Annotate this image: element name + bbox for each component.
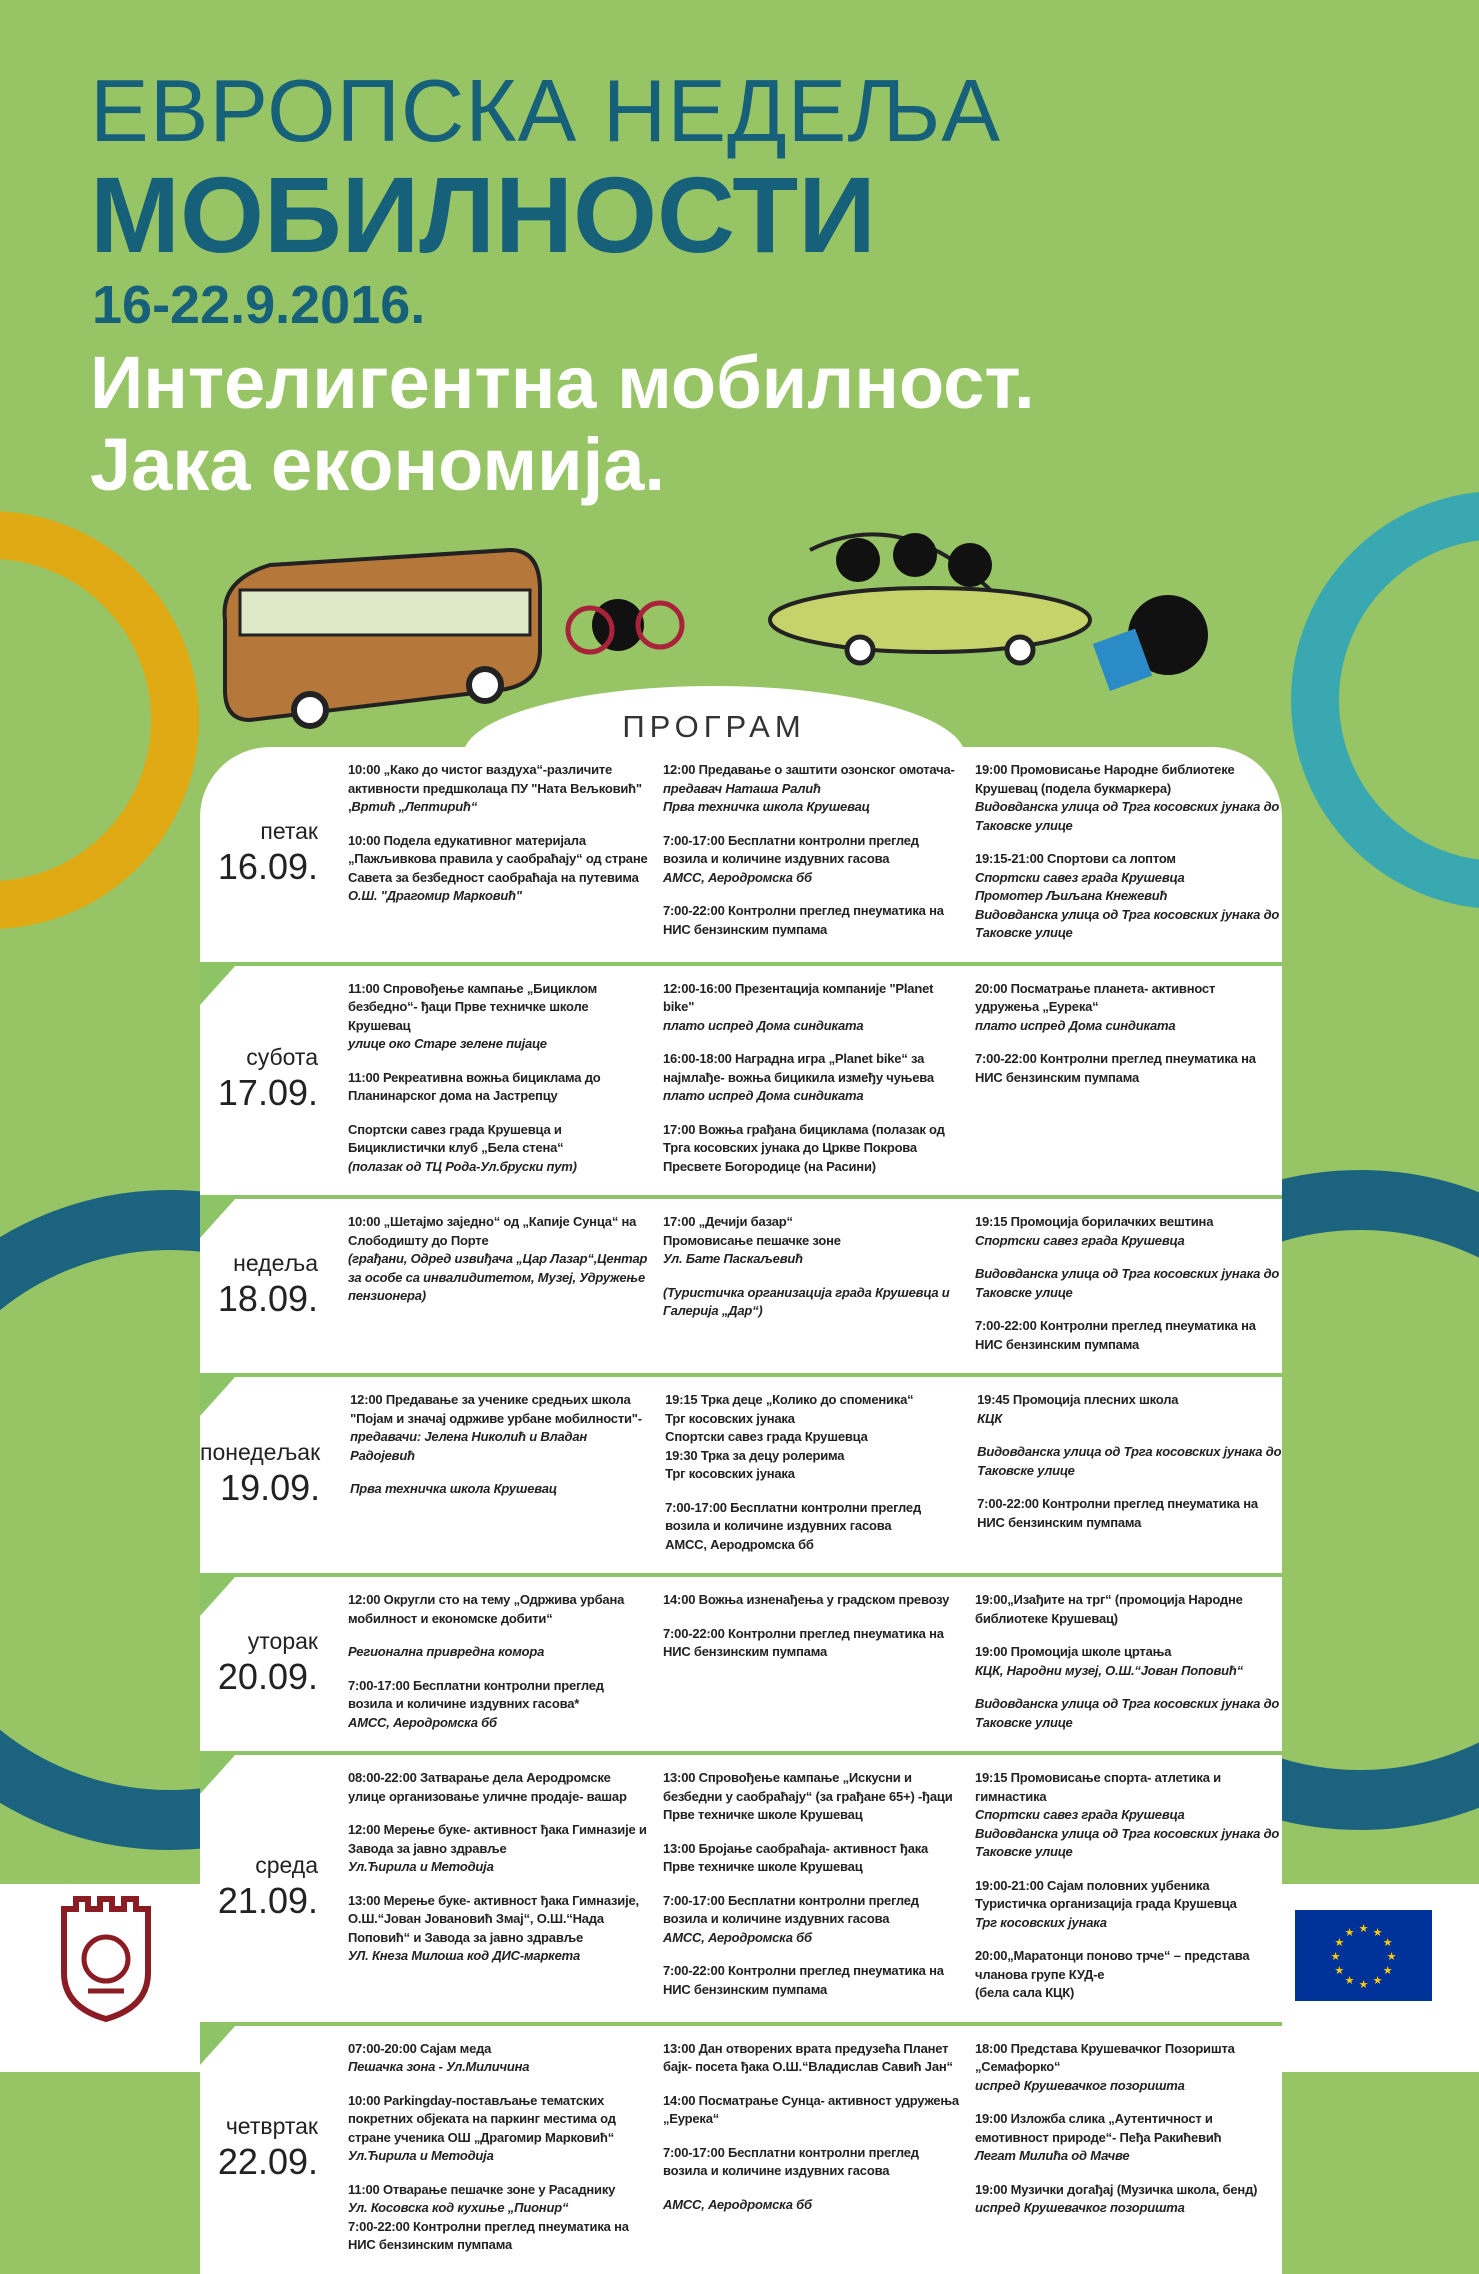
events-column (348, 966, 648, 1192)
eu-flag (1295, 1910, 1432, 2001)
event-description: 19:00 Промоција школе цртања (975, 1644, 1172, 1659)
eu-star-icon: ★ (1330, 1951, 1341, 1963)
event-item (663, 1121, 963, 1177)
day-date: 18.09. (217, 1277, 318, 1319)
event-item (348, 1821, 648, 1877)
eu-star-icon: ★ (1386, 1951, 1397, 1963)
day-label (200, 1628, 318, 1697)
event-item (663, 1050, 963, 1106)
event-item (348, 2092, 648, 2166)
event-description: 7:00-17:00 Бесплатни контролни преглед возила и количине издувних гасова (663, 2144, 919, 2178)
event-item (975, 1317, 1280, 1354)
event-description: 10:00 Parkingday-постављање тематских покретних објеката на паркинг местима од стране ученика ОШ „Драгомир Марковић“ (348, 2092, 616, 2145)
event-description: 20:00„Маратонци поново трче“ – представа чланова групе КУД-е (975, 1948, 1250, 1982)
eu-star-icon: ★ (1358, 1923, 1369, 1935)
event-item (348, 1591, 648, 1628)
event-location: Вртић „Лептирић“ (351, 799, 478, 814)
event-description: 17:00 „Дечији базар“ (663, 1214, 793, 1229)
event-description: 10:00 „Како до чистог ваздуха“-различите активности предшколаца ПУ "Ната Вељковић" , (348, 762, 642, 814)
city-crest-logo (58, 1895, 154, 2023)
events-column (665, 1377, 965, 1569)
event-location: АМСС, Аеродромска бб (663, 2196, 812, 2212)
event-item (350, 1391, 650, 1465)
eu-star-icon: ★ (1344, 1926, 1355, 1939)
event-item (663, 1625, 963, 1662)
event-item (975, 761, 1280, 835)
event-item (663, 1962, 963, 1999)
day-label (200, 1439, 320, 1508)
event-location: улице око Старе зелене пијаце (348, 1036, 547, 1051)
event-description: Туристичка организација града Крушевца (975, 1896, 1237, 1911)
event-description: 7:00-22:00 Контролни преглед пнеуматика на НИС бензинским пумпама (975, 1051, 1256, 1085)
event-location: испред Крушевачког позоришта (975, 2200, 1185, 2215)
event-location: Видовданска улица од Трга косовских јунака до Таковске улице (975, 1696, 1280, 1730)
event-description: 19:15 Промовисање спорта- атлетика и гимнастика (975, 1770, 1221, 1804)
event-description: 14:00 Посматрање Сунца- активност удружења „Еурека“ (663, 2092, 959, 2126)
event-item (975, 850, 1280, 943)
event-location: Легат Милића од Мачве (975, 2148, 1130, 2163)
event-item (975, 1877, 1280, 1933)
event-description: 19:15-21:00 Спортови са лоптом (975, 851, 1176, 866)
event-location: Промотер Љиљана Кнежевић (975, 888, 1168, 903)
event-item (348, 1677, 648, 1733)
day-row (200, 2022, 1282, 2274)
event-item (975, 1643, 1280, 1680)
event-item (663, 1284, 963, 1321)
events-column (975, 2026, 1280, 2270)
event-description: 19:30 Трка за децу ролерима (665, 1447, 845, 1463)
event-item (975, 1265, 1280, 1302)
event-item (977, 1443, 1282, 1480)
event-description: 19:00 Изложба слика „Аутентичност и емотивност природе“- Пеђа Ракићевић (975, 2111, 1222, 2145)
event-item (663, 1892, 963, 1948)
event-item (665, 1499, 965, 1555)
events-column (663, 2026, 963, 2270)
day-date: 16.09. (217, 845, 318, 887)
event-location: Спортски савез града Крушевца (975, 1232, 1185, 1248)
event-description: Спортски савез града Крушевца и Бициклистички клуб „Бела стена“ (348, 1121, 564, 1155)
day-date: 20.09. (217, 1655, 318, 1697)
event-location: Видовданска улица од Трга косовских јунака до Таковске улице (977, 1444, 1282, 1478)
event-item (663, 832, 963, 888)
day-row (200, 1373, 1282, 1573)
event-description: 11:00 Отварање пешачке зоне у Расаднику (348, 2181, 616, 2197)
event-location: КЦК (977, 1410, 1003, 1426)
event-location: испред Крушевачког позоришта (975, 2077, 1185, 2093)
day-name: понедељак (200, 1438, 321, 1465)
event-item (975, 1769, 1280, 1862)
event-description: 7:00-17:00 Бесплатни контролни преглед возила и количине издувних гасова (663, 1892, 919, 1926)
eu-star-icon: ★ (1372, 1926, 1383, 1939)
eu-star-icon: ★ (1334, 1937, 1345, 1949)
day-name: субота (246, 1043, 318, 1070)
event-description: 7:00-22:00 Контролни преглед пнеуматика на НИС бензинским пумпама (663, 1625, 944, 1659)
event-description: 19:00 Промовисање Народне библиотеке Крушевац (подела букмаркера) (975, 762, 1235, 796)
event-description: 19:45 Промоција плесних школа (977, 1392, 1179, 1407)
event-item (348, 1121, 648, 1177)
event-location: плато испред Дома синдиката (975, 1017, 1176, 1033)
event-item (663, 2196, 963, 2215)
event-description: 13:00 Мерење буке- активност ђака Гимназије, О.Ш.“Јован Јовановић Змај“, О.Ш.“Нада Поповић“ и Завода за јавно здравље (348, 1892, 639, 1945)
eu-star-icon: ★ (1382, 1965, 1393, 1977)
event-item (348, 1769, 648, 1806)
event-description: 7:00-17:00 Бесплатни контролни преглед возила и количине издувних гасова* (348, 1677, 604, 1711)
event-item (663, 902, 963, 939)
events-column (975, 1577, 1280, 1747)
day-name: четвртак (225, 2113, 318, 2139)
event-description: Трг косовских јунака (665, 1466, 795, 1481)
event-description: 20:00 Посматрање планета- активност удружења „Еурека“ (975, 980, 1216, 1014)
day-date: 19.09. (220, 1466, 321, 1508)
event-item (975, 1050, 1280, 1087)
events-column (663, 966, 963, 1192)
events-column (348, 1577, 648, 1747)
event-location: Спортски савез града Крушевца (975, 869, 1185, 885)
eu-star-icon: ★ (1334, 1965, 1345, 1977)
event-item (975, 2110, 1280, 2166)
event-location: Пешачка зона - Ул.Миличина (348, 2059, 530, 2074)
event-location: Трг косовских јунака (975, 1914, 1107, 1930)
title-line1: ЕВРОПСКА НЕДЕЉА (90, 61, 1002, 160)
event-description: 7:00-17:00 Бесплатни контролни преглед возила и количине издувних гасова (665, 1499, 922, 1533)
event-location: (грађани, Одред извиђача „Цар Лазар“,Центар за особе са инвалидитетом, Музеј, Удружење пензионера) (348, 1251, 648, 1303)
event-item (663, 1769, 963, 1825)
event-description: 13:00 Спровођење кампање „Искусни и безбедни у саобраћају“ (за грађане 65+) -ђаци Прве техничке школе Крушевац (663, 1770, 953, 1822)
event-item (975, 2040, 1280, 2096)
day-name: петак (260, 817, 318, 844)
event-description: 7:00-22:00 Контролни преглед пнеуматика на НИС бензинским пумпама (348, 2218, 629, 2252)
day-label (200, 818, 318, 887)
event-item (348, 1643, 648, 1662)
electric-car-illustration (770, 533, 1090, 663)
event-location: АМСС, Аеродромска бб (663, 869, 812, 885)
day-label (200, 1250, 318, 1319)
event-item (348, 761, 648, 817)
events-column (348, 747, 648, 958)
event-item (663, 2092, 963, 2129)
day-date: 17.09. (217, 1071, 318, 1113)
cyclist-illustration (568, 599, 682, 652)
event-description: 14:00 Вожња изненађења у градском превозу (663, 1592, 950, 1607)
event-location: Ул.Ћирила и Методија (348, 2148, 494, 2163)
teal-wheel (1315, 515, 1479, 885)
event-description: АМСС, Аеродромска бб (665, 1536, 814, 1552)
event-item (977, 1495, 1282, 1532)
event-item (348, 1892, 648, 1966)
events-column (975, 966, 1280, 1192)
event-description: 12:00 Предавање о заштити озонског омотача- (663, 762, 955, 777)
event-item (663, 1840, 963, 1877)
event-description: 19:15 Трка деце „Колико до споменика“ (665, 1392, 914, 1407)
event-description: 7:00-22:00 Контролни преглед пнеуматика на НИС бензинским пумпама (663, 903, 944, 937)
event-location: Регионална привредна комора (348, 1644, 545, 1659)
day-name: среда (255, 1851, 318, 1878)
event-location: (полазак од ТЦ Рода-Ул.бруски пут) (348, 1158, 577, 1174)
event-description: 18:00 Представа Крушевачког Позоришта „Семафорко“ (975, 2040, 1235, 2074)
day-date: 22.09. (217, 2141, 318, 2182)
event-location: Ул.Ћирила и Методија (348, 1859, 494, 1874)
event-location: АМСС, Аеродромска бб (663, 1929, 812, 1945)
event-item (977, 1391, 1282, 1428)
event-item (975, 1695, 1280, 1732)
events-column (350, 1377, 650, 1569)
event-description: 7:00-17:00 Бесплатни контролни преглед возила и количине издувних гасова (663, 832, 919, 866)
events-column (975, 1199, 1280, 1369)
event-item (663, 980, 963, 1036)
events-column (977, 1377, 1282, 1569)
event-item (663, 761, 963, 817)
event-location: (Туристичка организација града Крушевца и Галерија „Дар“) (663, 1284, 950, 1318)
day-row (200, 1573, 1282, 1751)
event-location: Спортски савез града Крушевца (975, 1807, 1185, 1822)
event-item (348, 1213, 648, 1306)
day-row (200, 1751, 1282, 2022)
event-item (348, 980, 648, 1054)
yellow-wheel (0, 535, 175, 905)
day-name: уторак (247, 1627, 318, 1654)
event-dates: 16-22.9.2016. (92, 275, 426, 335)
event-description: 12:00-16:00 Презентација компаније "Planet bike" (663, 980, 934, 1014)
event-item (348, 832, 648, 906)
event-item (975, 1591, 1280, 1628)
event-location: Видовданска улица од Трга косовских јунака до Таковске улице (975, 1266, 1280, 1300)
events-column (348, 1199, 648, 1369)
event-description: Спортски савез града Крушевца (665, 1429, 868, 1444)
event-location: плато испред Дома синдиката (663, 1088, 864, 1103)
day-label (200, 1852, 318, 1921)
event-item (348, 2040, 648, 2077)
events-column (348, 2026, 648, 2270)
event-location: О.Ш. "Драгомир Марковић" (348, 888, 522, 903)
program-table (200, 747, 1282, 2274)
eu-star-icon: ★ (1344, 1975, 1355, 1988)
shopper-illustration (1093, 595, 1208, 691)
event-location: Видовданска улица од Трга косовских јунака до Таковске улице (975, 799, 1280, 833)
event-description: 11:00 Рекреативна вожња бициклама до Планинарског дома на Јастрепцу (348, 1069, 601, 1103)
event-location: предавач Наташа Ралић (663, 780, 821, 796)
event-item (663, 2144, 963, 2181)
event-description: "Појам и значај одрживе урбане мобилности"- (350, 1410, 642, 1426)
event-location: плато испред Дома синдиката (663, 1017, 864, 1033)
event-description: 13:00 Дан отворених врата предузећа Планет бајк- посета ђака О.Ш.“Владислав Савић Јан“ (663, 2040, 953, 2074)
event-description: 10:00 „Шетајмо заједно“ од „Капије Сунца“ на Слободишту до Порте (348, 1214, 637, 1248)
events-column (348, 1755, 648, 2018)
event-item (663, 1591, 963, 1610)
event-description: 19:00 Музички догађај (Музичка школа, бенд) (975, 2181, 1258, 2197)
event-description: 19:00-21:00 Сајам половних уџбеника (975, 1877, 1210, 1893)
event-item (665, 1391, 965, 1484)
event-item (975, 2181, 1280, 2218)
event-description: 12:00 Предавање за ученике средњих школа (350, 1392, 631, 1407)
event-location: Прва техничка школа Крушевац (663, 799, 870, 814)
events-column (663, 747, 963, 958)
day-row (200, 1195, 1282, 1373)
event-description: 13:00 Бројање саобраћаја- активност ђака Прве техничке школе Крушевац (663, 1840, 929, 1874)
event-item (975, 1213, 1280, 1250)
slogan-line2: Јака економија. (90, 423, 665, 506)
event-description: 7:00-22:00 Контролни преглед пнеуматика на НИС бензинским пумпама (663, 1963, 944, 1997)
event-description: 11:00 Спровођење кампање „Бициклом безбедно“- ђаци Прве техничке школе Крушевац (348, 980, 598, 1033)
event-location: Ул. Косовска код кухиње „Пионир“ (348, 2200, 569, 2215)
event-description: 07:00-20:00 Сајам меда (348, 2040, 492, 2056)
event-description: 08:00-22:00 Затварање дела Аеродромске улице организовање уличне продаје- вашар (348, 1770, 627, 1804)
events-column (975, 747, 1280, 958)
day-name: недеља (233, 1249, 318, 1276)
event-location: Видовданска улица од Трга косовских јунака до Таковске улице (975, 1825, 1280, 1859)
event-location: предавачи: Јелена Николић и Владан Радојевић (350, 1429, 588, 1463)
event-location: КЦК, Народни музеј, О.Ш.“Јован Поповић“ (975, 1662, 1243, 1678)
title-line2: МОБИЛНОСТИ (90, 154, 876, 275)
events-column (663, 1199, 963, 1369)
day-label (200, 2113, 318, 2182)
event-item (350, 1480, 650, 1499)
event-item (663, 2040, 963, 2077)
day-date: 21.09. (217, 1879, 318, 1921)
event-item (975, 1947, 1280, 2003)
event-description: 7:00-22:00 Контролни преглед пнеуматика на НИС бензинским пумпама (975, 1318, 1256, 1352)
event-location: УЛ. Кнеза Милоша код ДИС-маркета (348, 1948, 580, 1963)
day-row (200, 962, 1282, 1196)
bus-illustration (225, 550, 540, 726)
event-item (663, 1213, 963, 1269)
event-description: 12:00 Округли сто на тему „Одржива урбана мобилност и економске добити“ (348, 1592, 625, 1626)
event-item (348, 2181, 648, 2255)
day-row (200, 747, 1282, 962)
event-item (348, 1069, 648, 1106)
event-description: Трг косовских јунака (665, 1410, 795, 1426)
event-description: 16:00-18:00 Наградна игра „Planet bike“ за најмлађе- вожња бицикила између чуњева (663, 1051, 934, 1085)
event-description: 12:00 Мерење буке- активност ђака Гимназије и Завода за јавно здравље (348, 1822, 647, 1856)
day-label (200, 1044, 318, 1113)
event-description: 17:00 Вожња грађана бициклама (полазак од Трга косовских јунака до Цркве Покрова Пресвете Богородице (на Расини) (663, 1121, 945, 1174)
eu-star-icon: ★ (1372, 1975, 1383, 1988)
event-location: Прва техничка школа Крушевац (350, 1481, 557, 1496)
events-column (975, 1755, 1280, 2018)
event-description: (бела сала КЦК) (975, 1985, 1075, 2000)
event-description: 10:00 Подела едукативног материјала „Пажљивкова правила у саобраћају“ од стране Савета за безбедност саобраћаја на путевима (348, 832, 648, 885)
events-column (663, 1577, 963, 1747)
event-description: 7:00-22:00 Контролни преглед пнеуматика на НИС бензинским пумпама (977, 1496, 1258, 1530)
eu-star-icon: ★ (1358, 1979, 1369, 1991)
event-description: 19:15 Промоција борилачких вештина (975, 1214, 1214, 1229)
event-location: АМСС, Аеродромска бб (348, 1714, 497, 1730)
event-description: Промовисање пешачке зоне (663, 1232, 841, 1248)
eu-star-icon: ★ (1382, 1937, 1393, 1949)
event-description: 19:00„Изађите на трг“ (промоција Народне библиотеке Крушевац) (975, 1592, 1243, 1626)
event-location: Ул. Бате Паскаљевић (663, 1251, 803, 1266)
event-location: Видовданска улица од Трга косовских јунака до Таковске улице (975, 906, 1280, 940)
events-column (663, 1755, 963, 2018)
event-item (975, 980, 1280, 1036)
slogan-line1: Интелигентна мобилност. (90, 341, 1035, 424)
program-heading: ПРОГРАМ (463, 686, 965, 776)
